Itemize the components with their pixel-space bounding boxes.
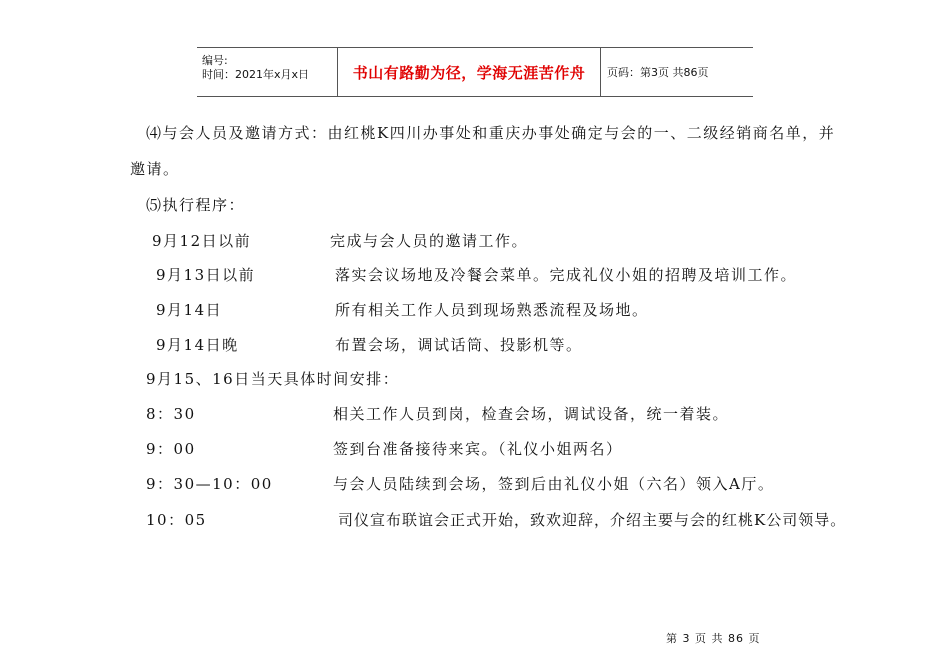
time-label: 时间：2021年x月x日 (202, 68, 310, 81)
timeline-time: 9：30—10：00 (146, 475, 273, 493)
schedule-task: 布置会场，调试话筒、投影机等。 (335, 336, 583, 354)
number-label: 编号: (202, 54, 228, 67)
motto-text: 书山有路勤为径，学海无涯苦作舟 (352, 63, 586, 82)
schedule-date: 9月14日 (156, 301, 223, 319)
header-page-cell (601, 48, 753, 96)
timeline-time: 9：00 (146, 440, 196, 458)
schedule-date: 9月12日以前 (152, 232, 252, 250)
header-table (197, 47, 753, 97)
timeline-task: 司仪宣布联谊会正式开始，致欢迎辞，介绍主要与会的红桃K公司领导。 (338, 511, 847, 529)
schedule-task: 完成与会人员的邀请工作。 (330, 232, 529, 250)
schedule-task: 所有相关工作人员到现场熟悉流程及场地。 (335, 301, 649, 319)
schedule-task: 落实会议场地及冷餐会菜单。完成礼仪小姐的招聘及培训工作。 (335, 266, 798, 284)
timeline-time: 10：05 (146, 511, 207, 529)
item4-line2: 邀请。 (130, 160, 180, 178)
timeline-task: 与会人员陆续到会场，签到后由礼仪小姐（六名）领入A厅。 (333, 475, 775, 493)
page-footer: 第 3 页 共 86 页 (666, 632, 761, 645)
schedule-date: 9月14日晚 (156, 336, 239, 354)
item5-title: ⑸执行程序： (146, 196, 246, 214)
timeline-task: 相关工作人员到岗，检查会场，调试设备，统一着装。 (333, 405, 730, 423)
timeline-time: 8：30 (146, 405, 196, 423)
timeline-task: 签到台准备接待来宾。（礼仪小姐两名） (333, 440, 623, 458)
header-motto-cell (338, 48, 601, 96)
day-title: 9月15、16日当天具体时间安排： (146, 370, 400, 388)
page-code: 页码：第3页 共86页 (607, 66, 709, 79)
item4-line1: ⑷与会人员及邀请方式：由红桃K四川办事处和重庆办事处确定与会的一、二级经销商名单，并 (146, 124, 836, 142)
header-left-cell (197, 48, 338, 96)
schedule-date: 9月13日以前 (156, 266, 256, 284)
